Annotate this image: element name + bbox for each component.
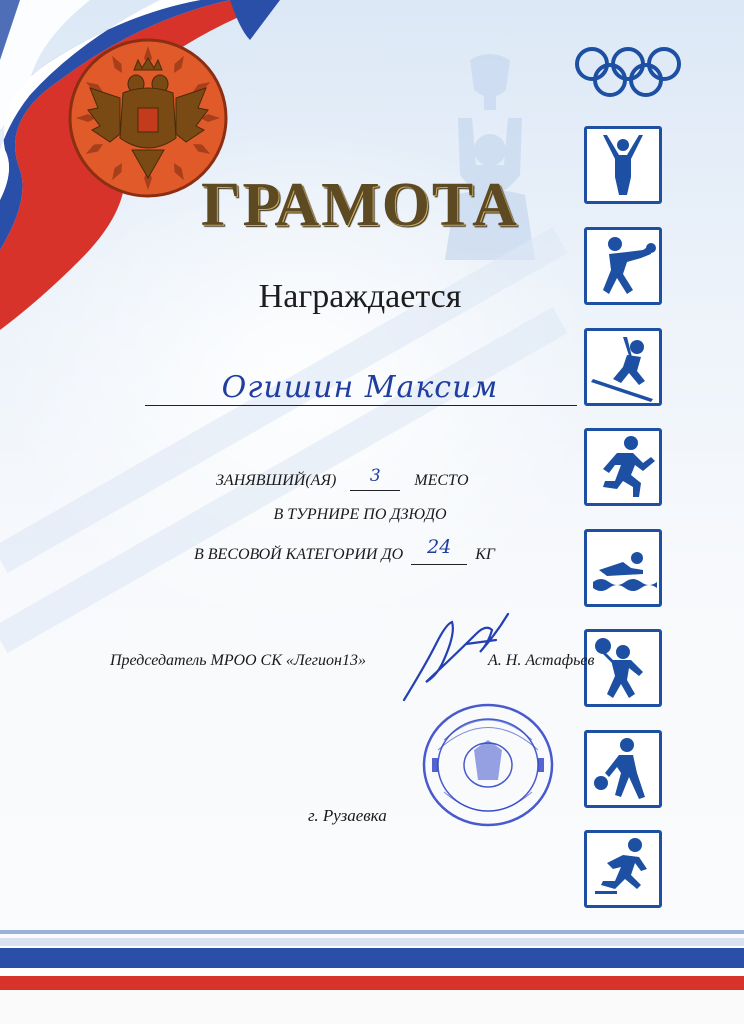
weight-value: 24 (427, 536, 452, 558)
recipient-name-line (145, 405, 577, 406)
swimming-icon (584, 529, 662, 607)
weight-label: В ВЕСОВОЙ КАТЕГОРИИ ДО (194, 546, 404, 563)
tennis-icon (584, 629, 662, 707)
bottom-margin (0, 990, 744, 1024)
place-suffix: МЕСТО (414, 472, 469, 489)
organization-stamp (418, 700, 558, 830)
signature (396, 604, 526, 704)
signatory-name: А. Н. Астафьев (488, 652, 595, 669)
skating-icon (584, 830, 662, 908)
basketball-icon (584, 730, 662, 808)
tournament-line: В ТУРНИРЕ ПО ДЗЮДО (273, 506, 447, 523)
skiing-icon (584, 328, 662, 406)
tricolor-stripes (0, 930, 744, 990)
place-blank (350, 466, 400, 491)
city: г. Рузаевка (308, 806, 387, 825)
place-value: 3 (369, 466, 381, 486)
olympic-rings-icon (572, 44, 688, 104)
gymnast-icon (584, 126, 662, 204)
certificate-title: ГРАМОТА (201, 171, 519, 239)
boxing-icon (584, 227, 662, 305)
place-line (216, 466, 469, 491)
awarded-heading: Награждается (258, 278, 462, 315)
weight-line (194, 536, 495, 565)
running-icon (584, 428, 662, 506)
weight-blank (411, 536, 467, 565)
recipient-name-handwritten: Огишин Максим (221, 370, 499, 405)
place-label: ЗАНЯВШИЙ(АЯ) (216, 472, 337, 489)
signatory-title: Председатель МРОО СК «Легион13» (110, 652, 366, 669)
weight-unit: КГ (475, 546, 495, 563)
